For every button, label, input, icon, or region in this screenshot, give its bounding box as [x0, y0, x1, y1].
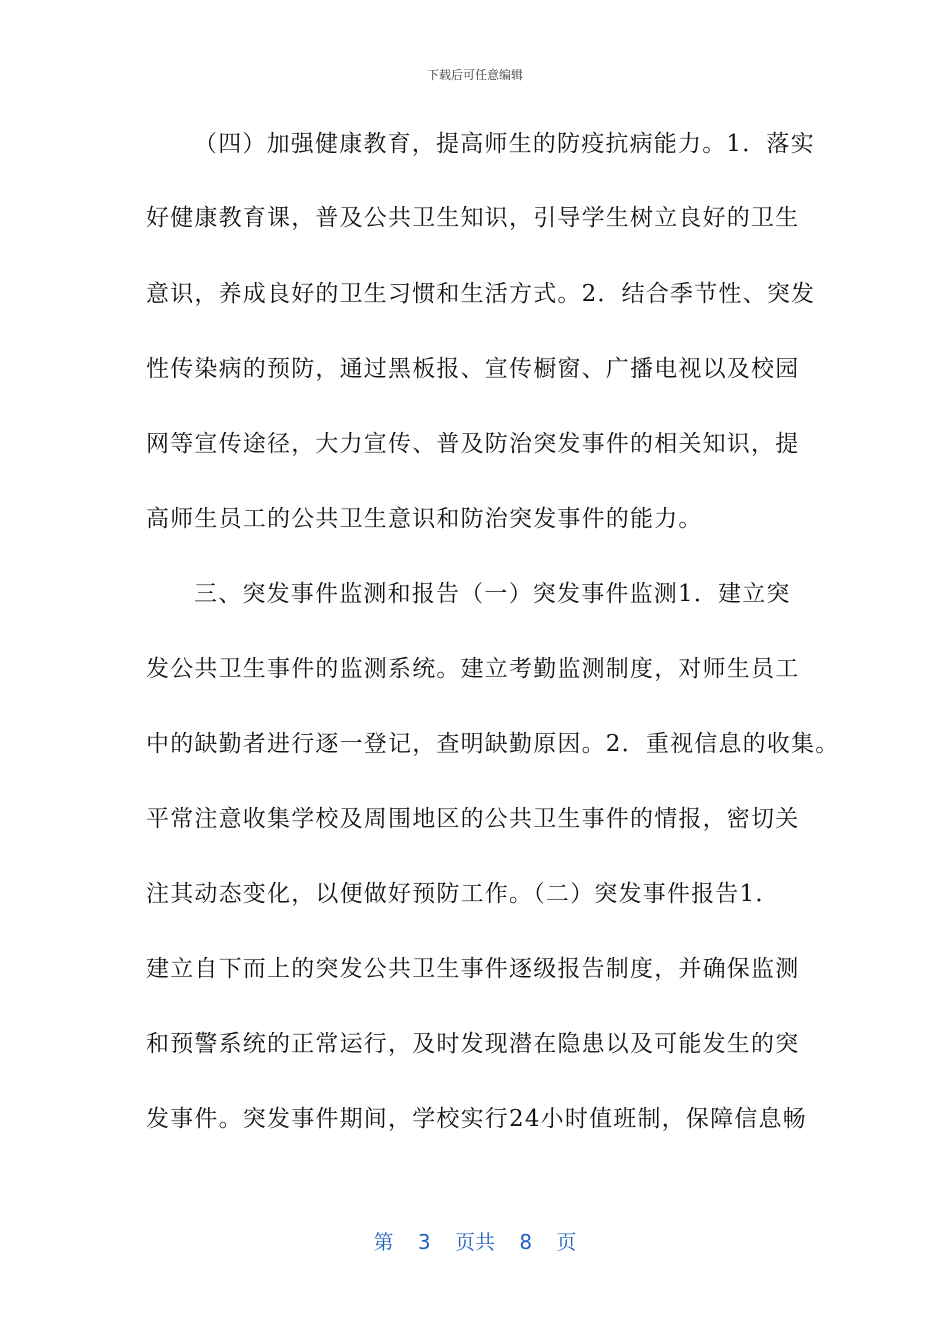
- body-line-1: （四）加强健康教育，提高师生的防疫抗病能力。1．落实: [194, 131, 815, 157]
- body-line-3: 意识，养成良好的卫生习惯和生活方式。2．结合季节性、突发: [146, 281, 816, 307]
- body-line-5: 网等宣传途径，大力宣传、普及防治突发事件的相关知识，提: [146, 431, 800, 457]
- body-line-6: 高师生员工的公共卫生意识和防治突发事件的能力。: [146, 506, 703, 532]
- body-line-11: 注其动态变化，以便做好预防工作。（二）突发事件报告1．: [146, 881, 780, 907]
- body-line-9: 中的缺勤者进行逐一登记，查明缺勤原因。2．重视信息的收集。: [146, 731, 840, 757]
- body-line-14: 发事件。突发事件期间，学校实行24小时值班制，保障信息畅: [146, 1106, 807, 1132]
- body-line-7: 三、突发事件监测和报告（一）突发事件监测1．建立突: [194, 581, 791, 607]
- body-line-8: 发公共卫生事件的监测系统。建立考勤监测制度，对师生员工: [146, 656, 800, 682]
- body-line-2: 好健康教育课，普及公共卫生知识，引导学生树立良好的卫生: [146, 205, 800, 231]
- body-line-12: 建立自下而上的突发公共卫生事件逐级报告制度，并确保监测: [146, 956, 800, 982]
- body-line-4: 性传染病的预防，通过黑板报、宣传橱窗、广播电视以及校园: [146, 356, 800, 382]
- header-note: 下载后可任意编辑: [426, 68, 523, 82]
- body-line-13: 和预警系统的正常运行，及时发现潜在隐患以及可能发生的突: [146, 1031, 800, 1057]
- page-number-footer: 第 3 页共 8 页: [373, 1230, 577, 1254]
- body-line-10: 平常注意收集学校及周围地区的公共卫生事件的情报，密切关: [146, 806, 800, 832]
